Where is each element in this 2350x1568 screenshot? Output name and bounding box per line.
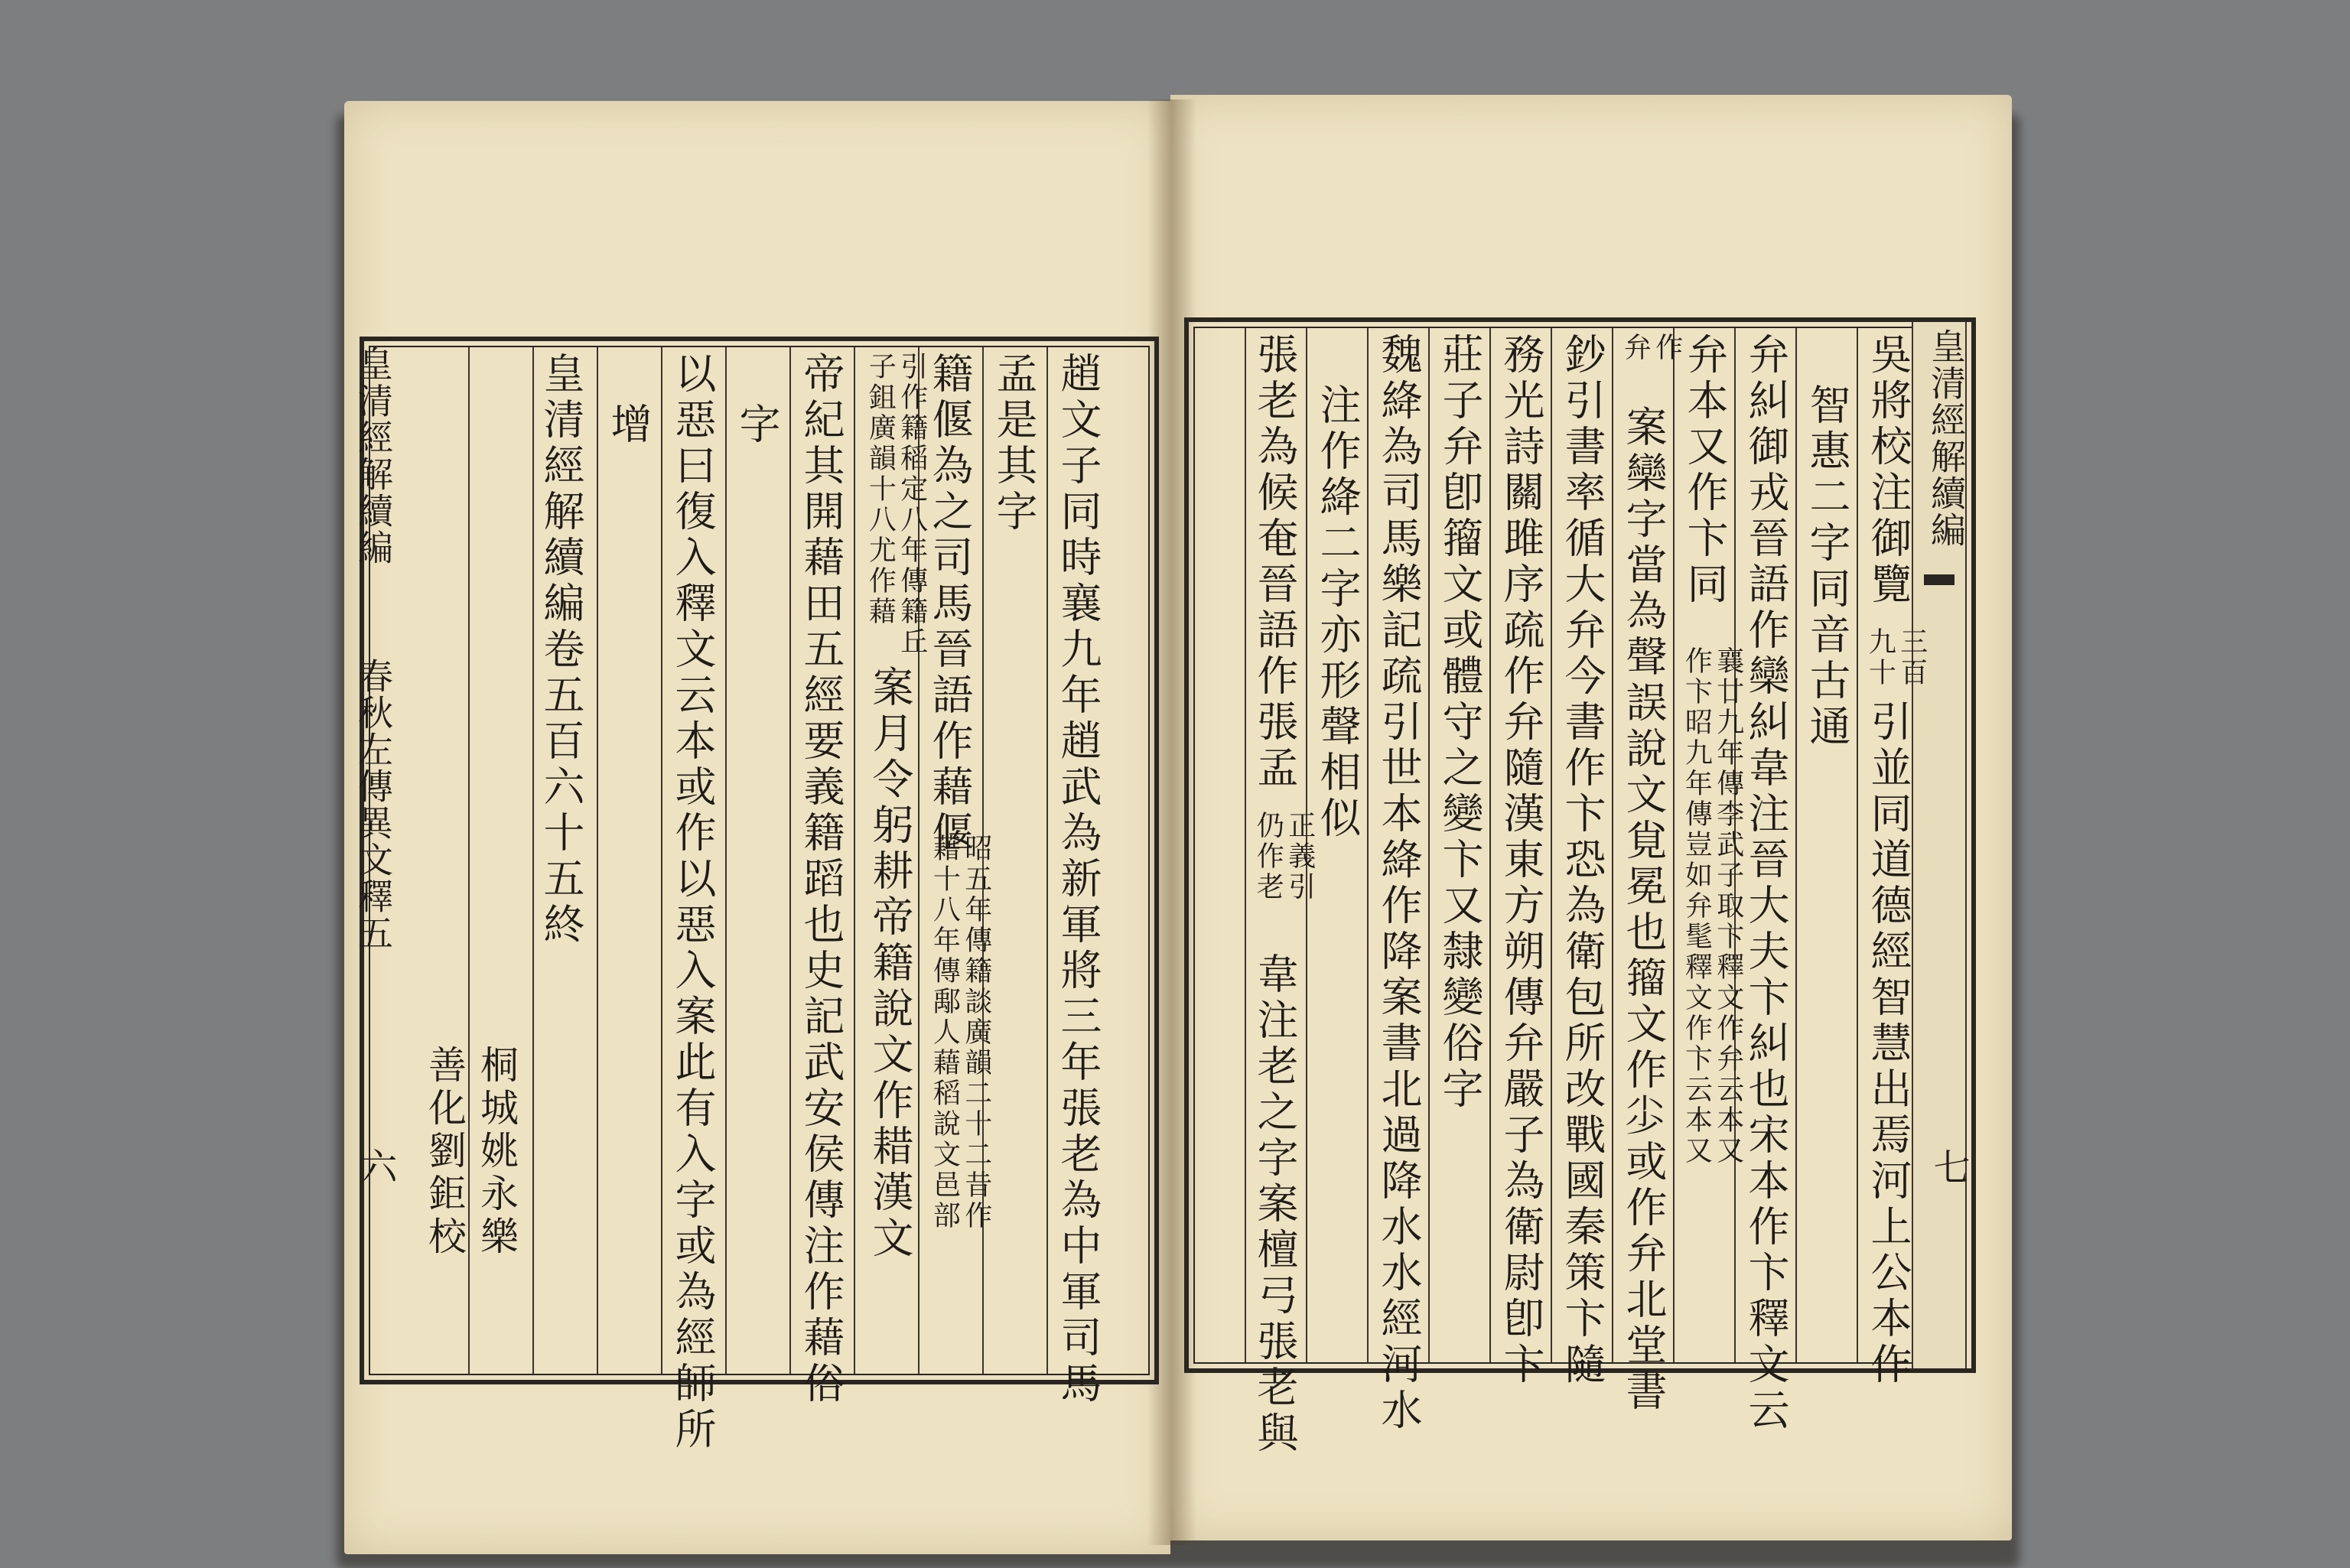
left-credit-2: 善化劉鉅校	[422, 1045, 467, 1259]
left-column-5: 帝紀其開藉田五經要義籍蹈也史記武安侯傳注作藉俗	[797, 352, 845, 1407]
left-margin-title: 皇清經解續編	[353, 346, 394, 566]
right-column-4-main: 弁本又作卞同	[1681, 333, 1729, 608]
right-column-5-notes: 作 弁	[1619, 333, 1683, 363]
right-column-7: 務光詩關雎序疏作弁隨漢東方朔傳弁嚴子為衛尉卽卞	[1497, 333, 1545, 1388]
right-text-frame	[1184, 317, 1976, 1457]
right-column-1	[1864, 333, 1928, 1388]
right-column-1-main: 吳將校注御覽	[1864, 333, 1912, 608]
right-column-9: 魏絳為司馬樂記疏引世本絳作降案書北過降水水經河水	[1375, 333, 1423, 1434]
right-column-2: 智惠二字同音古通	[1803, 383, 1851, 750]
left-column-1: 趙文子同時襄九年趙武為新軍將三年張老為中軍司馬	[1054, 352, 1102, 1407]
left-folio: 六	[354, 1147, 397, 1184]
right-column-11-main: 張老為候奄晉語作張孟	[1251, 333, 1299, 792]
left-margin-strip	[340, 337, 397, 1384]
left-column-2: 孟是其字	[990, 352, 1038, 535]
left-column-3-notes: 昭五年傳籍談廣韻二十二昔作 藉十八年傳鄅人藉稻說文邑部	[929, 834, 992, 1231]
left-column-4	[864, 352, 926, 1369]
right-column-3: 弁糾御戎晉語作欒糾韋注晉大夫卞糾也宋本作卞釋文云	[1742, 333, 1790, 1434]
left-column-3	[926, 352, 992, 1369]
left-column-4-notes: 引作籍稻定八年傳籍丘 子鉏廣韻十八尤作藉	[864, 352, 928, 658]
right-column-10: 注作絳二字亦形聲相似	[1313, 383, 1362, 842]
right-column-1-notes: 三百 九十	[1864, 627, 1928, 688]
right-column-5-main: 案欒字當為聲誤說文覍冕也籀文作𡭣或作弁北堂書	[1619, 405, 1668, 1415]
left-margin-subtitle: 春秋左傳異文釋五	[353, 658, 394, 952]
fish-tail-mark	[1924, 574, 1955, 585]
left-column-3-main: 籍偃為之司馬晉語作藉偃	[926, 352, 974, 857]
left-column-8: 增	[604, 402, 653, 448]
right-column-8: 莊子弁卽籀文或體守之變卞又隸變俗字	[1436, 333, 1484, 1113]
left-credit-1: 桐城姚永樂	[474, 1045, 519, 1259]
left-column-4-main: 案月令躬耕帝籍說文作耤漢文	[866, 665, 914, 1262]
left-column-9: 皇清經解續編卷五百六十五終	[537, 352, 585, 948]
right-column-4-notes: 襄廿九年傳李武子取卞釋文作弁云本又 作卞昭九年傳豈如弁髦釋文作卞云本又	[1681, 646, 1744, 1166]
right-margin-title: 皇清經解續編	[1925, 328, 1967, 548]
right-column-11-main2: 韋注老之字案檀弓張老與	[1251, 952, 1299, 1457]
right-column-11	[1251, 333, 1316, 1457]
left-column-7: 以惡曰復入釋文云本或作以惡入案此有入字或為經師所	[669, 352, 717, 1453]
left-column-6: 字	[733, 402, 781, 448]
right-column-4	[1681, 333, 1744, 1358]
left-text-frame	[360, 337, 1159, 1453]
right-column-6: 鈔引書率循大弁今書作卞恐為衛包所改戰國秦策卞隨	[1558, 333, 1606, 1388]
right-column-5	[1619, 333, 1683, 1415]
right-folio: 七	[1927, 1148, 1970, 1185]
right-column-11-notes: 正義引 仍作老	[1252, 811, 1316, 903]
right-column-1-main2: 引並同道德經智慧出焉河上公本作	[1864, 700, 1912, 1388]
